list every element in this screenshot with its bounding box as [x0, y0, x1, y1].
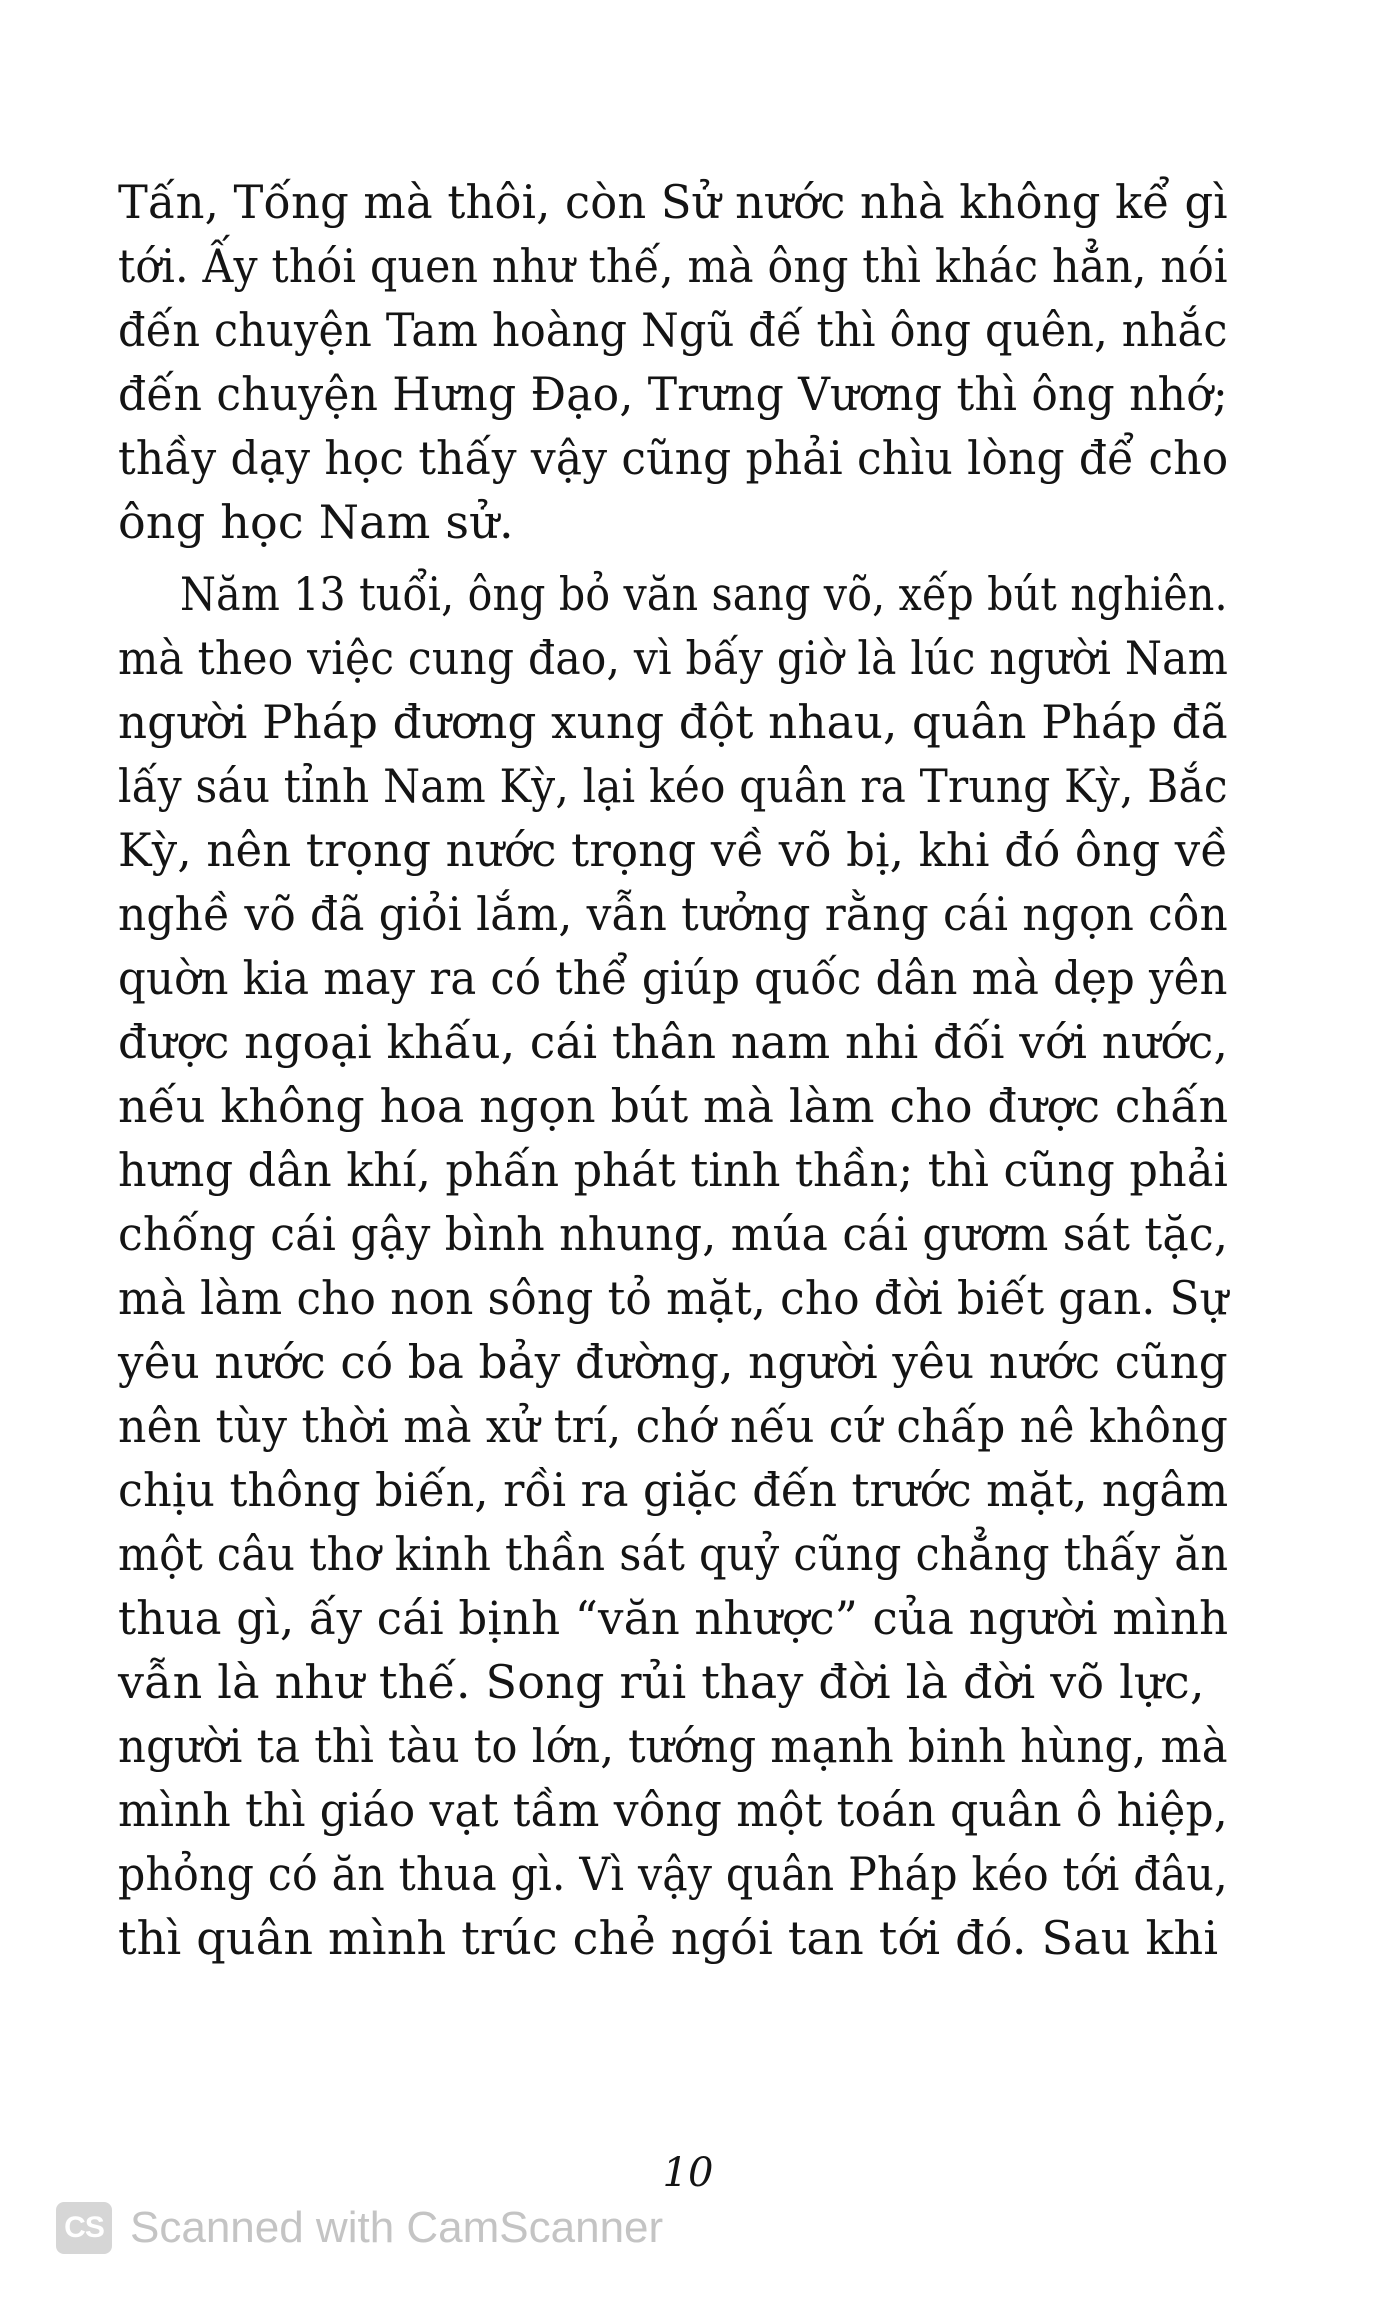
text-line: chống cái gậy bình nhung, múa cái gươm sát tặc,: [118, 1207, 1229, 1261]
text-line: thì quân mình trúc chẻ ngói tan tới đó. Sau khi: [118, 1911, 1219, 1965]
text-line: chịu thông biến, rồi ra giặc đến trước mặt, ngâm: [118, 1463, 1229, 1517]
paragraph-first-line: Năm 13 tuổi, ông bỏ văn sang võ, xếp bút nghiên.: [180, 567, 1228, 621]
watermark-text: Scanned with CamScanner: [130, 2203, 664, 2252]
text-line: mà làm cho non sông tỏ mặt, cho đời biết gan. Sự: [118, 1271, 1229, 1325]
text-line: ông học Nam sử.: [118, 495, 514, 549]
text-line: Kỳ, nên trọng nước trọng về võ bị, khi đó ông về: [118, 823, 1229, 877]
text-line: nếu không hoa ngọn bút mà làm cho được chấn: [118, 1079, 1229, 1133]
camscanner-logo-icon: CS: [56, 2202, 112, 2254]
text-line: thầy dạy học thấy vậy cũng phải chìu lòng để cho: [118, 431, 1229, 485]
text-line: người Pháp đương xung đột nhau, quân Pháp đã: [118, 695, 1228, 749]
scanner-watermark: [56, 2196, 663, 2260]
text-line: vẫn là như thế. Song rủi thay đời là đời võ lực,: [118, 1655, 1205, 1709]
text-line: tới. Ấy thói quen như thế, mà ông thì khác hẳn, nói: [118, 239, 1228, 293]
text-line: Tấn, Tống mà thôi, còn Sử nước nhà không kể gì: [118, 175, 1228, 229]
text-line: nghề võ đã giỏi lắm, vẫn tưởng rằng cái ngọn côn: [118, 887, 1228, 941]
text-line: một câu thơ kinh thần sát quỷ cũng chẳng thấy ăn: [118, 1527, 1229, 1581]
text-line: nên tùy thời mà xử trí, chớ nếu cứ chấp nê không: [118, 1399, 1229, 1453]
text-line: thua gì, ấy cái bịnh “văn nhược” của người mình: [118, 1591, 1229, 1645]
text-line: phỏng có ăn thua gì. Vì vậy quân Pháp kéo tới đâu,: [118, 1847, 1228, 1901]
text-line: đến chuyện Tam hoàng Ngũ đế thì ông quên, nhắc: [118, 303, 1228, 357]
text-line: yêu nước có ba bảy đường, người yêu nước cũng: [118, 1335, 1228, 1389]
text-line: người ta thì tàu to lớn, tướng mạnh binh hùng, mà: [118, 1719, 1228, 1773]
text-line: được ngoại khấu, cái thân nam nhi đối với nước,: [118, 1015, 1229, 1069]
text-line: lấy sáu tỉnh Nam Kỳ, lại kéo quân ra Trung Kỳ, Bắc: [118, 759, 1228, 813]
text-line: mà theo việc cung đao, vì bấy giờ là lúc người Nam: [118, 631, 1229, 685]
page-number: 10: [662, 2150, 714, 2196]
text-line: đến chuyện Hưng Đạo, Trưng Vương thì ông nhớ;: [118, 367, 1228, 421]
text-line: quờn kia may ra có thể giúp quốc dân mà dẹp yên: [118, 951, 1228, 1005]
text-line: mình thì giáo vạt tầm vông một toán quân ô hiệp,: [118, 1783, 1228, 1837]
text-line: hưng dân khí, phấn phát tinh thần; thì cũng phải: [118, 1143, 1229, 1197]
